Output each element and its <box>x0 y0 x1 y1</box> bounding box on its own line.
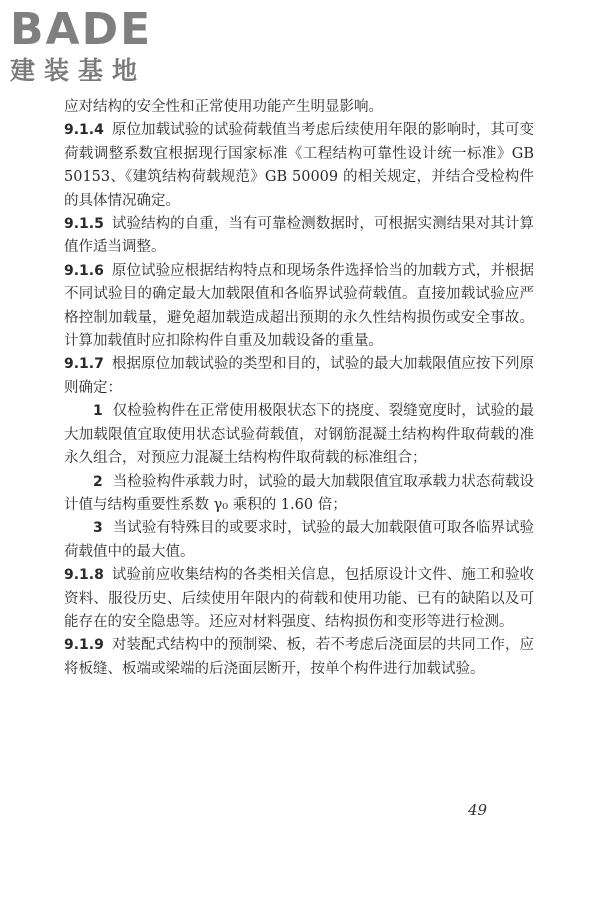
clause-number: 9.1.5 <box>64 216 104 233</box>
watermark-logo <box>10 6 180 88</box>
document-body <box>64 96 534 681</box>
clause-9-1-8 <box>64 564 534 634</box>
item-number: 3 <box>93 520 103 537</box>
list-item-3 <box>64 517 534 564</box>
item-text: 当检验构件承载力时，试验的最大加载限值宜取承载力状态荷载设计值与结构重要性系数 γ₀ 乘积的 1.60 倍； <box>64 473 534 513</box>
watermark-brand: BADE <box>10 4 153 55</box>
clause-number: 9.1.8 <box>64 567 104 584</box>
clause-9-1-5 <box>64 213 534 260</box>
continuation-paragraph: 应对结构的安全性和正常使用功能产生明显影响。 <box>64 99 383 115</box>
clause-number: 9.1.7 <box>64 356 104 373</box>
item-text: 仅检验构件在正常使用极限状态下的挠度、裂缝宽度时，试验的最大加载限值宜取使用状态试验荷载值，对钢筋混凝土结构构件取荷载的准永久组合，对预应力混凝土结构构件取荷载的标准组合； <box>64 403 534 467</box>
clause-text: 试验结构的自重，当有可靠检测数据时，可根据实测结果对其计算值作适当调整。 <box>64 216 534 256</box>
item-text: 当试验有特殊目的或要求时，试验的最大加载限值可取各临界试验荷载值中的最大值。 <box>64 520 534 560</box>
item-number: 1 <box>93 403 103 420</box>
list-item-2 <box>64 471 534 518</box>
clause-number: 9.1.9 <box>64 637 104 654</box>
page-number: 49 <box>468 801 488 819</box>
list-item-1 <box>64 400 534 470</box>
clause-text: 试验前应收集结构的各类相关信息，包括原设计文件、施工和验收资料、服役历史、后续使用年限内的荷载和使用功能、已有的缺陷以及可能存在的安全隐患等。还应对材料强度、结构损伤和变形等进行检测。 <box>64 567 534 630</box>
clause-text: 对装配式结构中的预制梁、板，若不考虑后浇面层的共同工作，应将板缝、板端或梁端的后浇面层断开，按单个构件进行加载试验。 <box>64 637 534 677</box>
clause-text: 根据原位加载试验的类型和目的，试验的最大加载限值应按下列原则确定： <box>64 356 534 396</box>
clause-text: 原位试验应根据结构特点和现场条件选择恰当的加载方式，并根据不同试验目的确定最大加载限值和各临界试验荷载值。直接加载试验应严格控制加载量，避免超加载造成超出预期的永久性结构损伤或安全事故。计算加载值时应扣除构件自重及加载设备的重量。 <box>64 262 534 350</box>
clause-number: 9.1.4 <box>64 122 104 139</box>
item-number: 2 <box>93 473 103 490</box>
watermark-subtitle: 建装基地 <box>10 56 147 85</box>
clause-9-1-6 <box>64 260 534 354</box>
clause-9-1-7 <box>64 353 534 400</box>
clause-number: 9.1.6 <box>64 262 104 279</box>
clause-9-1-4 <box>64 119 534 213</box>
clause-text: 原位加载试验的试验荷载值当考虑后续使用年限的影响时，其可变荷载调整系数宜根据现行国家标准《工程结构可靠性设计统一标准》GB 50153、《建筑结构荷载规范》GB 50009 的相关规定，并结合受检构件的具体情况确定。 <box>64 122 534 209</box>
clause-9-1-9 <box>64 634 534 681</box>
